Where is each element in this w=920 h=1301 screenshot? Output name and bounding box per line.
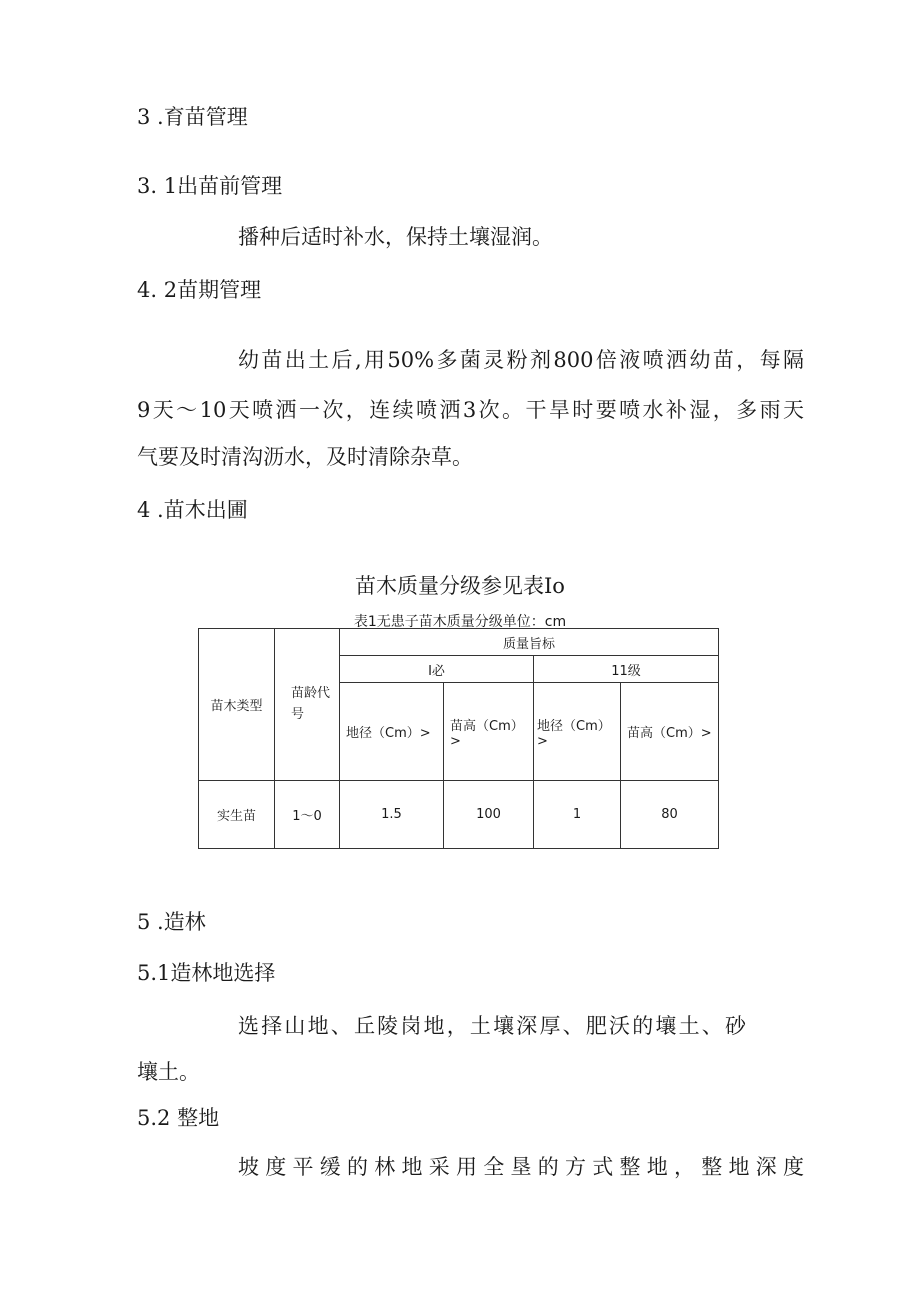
paragraph-5-1-line: 壤土。 xyxy=(137,1060,200,1084)
paragraph-4-2-line: 9天～10天喷洒一次，连续喷洒3次。干旱时要喷水补湿，多雨天 xyxy=(137,398,804,422)
cell-value: 1.5 xyxy=(340,781,444,849)
paragraph-5-2-line: 坡度平缓的林地采用全垦的方式整地，整地深度 xyxy=(238,1155,804,1179)
cell-value: 1 xyxy=(534,781,621,849)
heading-4: 4 .苗木出圃 xyxy=(137,498,248,522)
heading-5-2: 5.2 整地 xyxy=(137,1106,220,1130)
cell-seedling-age: 1～0 xyxy=(275,781,340,849)
quality-table xyxy=(198,628,719,849)
heading-5: 5 .造林 xyxy=(137,910,206,934)
cell-seedling-type: 实生苗 xyxy=(199,781,275,849)
paragraph-4-2-line: 气要及时清沟沥水，及时清除杂草。 xyxy=(137,445,473,469)
header-seedling-height: 苗高（Cm）> xyxy=(444,683,534,781)
heading-4-2: 4. 2苗期管理 xyxy=(137,278,262,302)
header-ground-diameter: 地径（Cm）> xyxy=(340,683,444,781)
header-grade-2: 11级 xyxy=(534,656,719,683)
header-seedling-age: 苗龄代号 xyxy=(275,629,340,781)
table-main-title: 苗木质量分级参见表Io xyxy=(355,574,565,598)
cell-value: 100 xyxy=(444,781,534,849)
heading-3-1: 3. 1出苗前管理 xyxy=(137,174,283,198)
table-caption: 表1无患子苗木质量分级单位：cm xyxy=(353,614,567,630)
paragraph-5-1-line: 选择山地、丘陵岗地，土壤深厚、肥沃的壤土、砂 xyxy=(238,1014,746,1038)
paragraph-4-2-line: 幼苗出土后,用50%多菌灵粉剂800倍液喷洒幼苗，每隔 xyxy=(238,348,804,372)
heading-5-1: 5.1造林地选择 xyxy=(137,961,276,985)
header-seedling-height: 苗高（Cm）> xyxy=(621,683,719,781)
header-seedling-type: 苗木类型 xyxy=(199,629,275,781)
header-ground-diameter: 地径（Cm）> xyxy=(534,683,621,781)
header-quality-index: 质量旨标 xyxy=(340,629,719,656)
paragraph-3-1: 播种后适时补水，保持土壤湿润。 xyxy=(238,225,553,249)
header-grade-1: I必 xyxy=(340,656,534,683)
cell-value: 80 xyxy=(621,781,719,849)
heading-3: 3 .育苗管理 xyxy=(137,105,248,129)
